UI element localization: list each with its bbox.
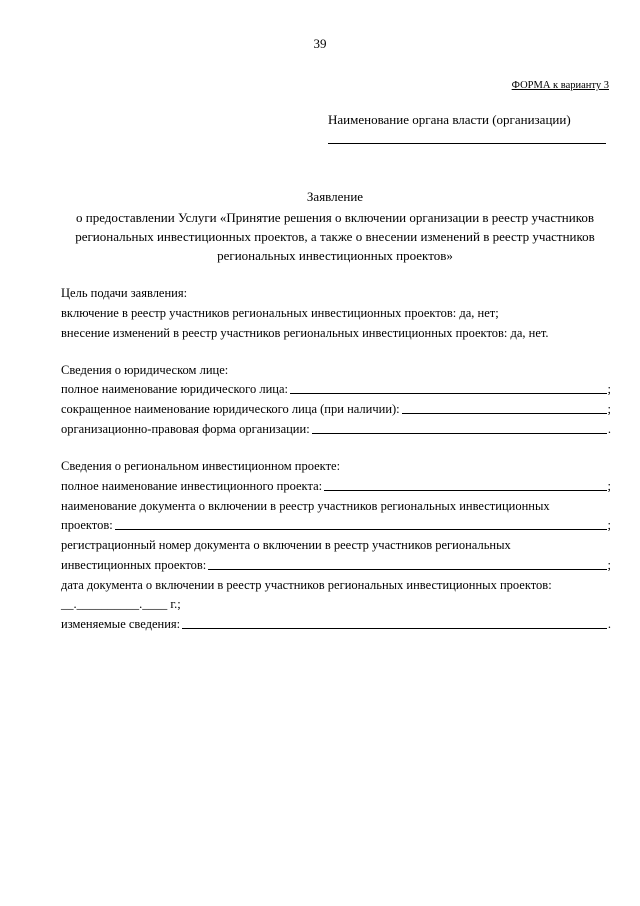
project-full-name-field[interactable] — [324, 490, 606, 491]
legal-entity-short-name-label: сокращенное наименование юридического лица (при наличии): — [61, 402, 400, 416]
legal-entity-short-name-row: сокращенное наименование юридического лица (при наличии): ; — [61, 402, 611, 416]
purpose-heading: Цель подачи заявления: — [61, 286, 188, 300]
legal-form-field[interactable] — [312, 433, 607, 434]
legal-form-row: организационно-правовая форма организации: . — [61, 422, 611, 436]
project-reg-number-row: инвестиционных проектов: ; — [61, 558, 611, 572]
document-subtitle-line-3: региональных инвестиционных проектов» — [217, 248, 453, 263]
purpose-option-inclusion[interactable]: включение в реестр участников региональных инвестиционных проектов: да, нет; — [61, 306, 499, 320]
project-heading: Сведения о региональном инвестиционном проекте: — [61, 459, 341, 473]
project-reg-number-label: регистрационный номер документа о включении в реестр участников региональных — [61, 538, 511, 552]
project-full-name-label: полное наименование инвестиционного проекта: — [61, 479, 323, 493]
legal-entity-full-name-field[interactable] — [290, 393, 607, 394]
changed-info-row: изменяемые сведения: . — [61, 617, 611, 631]
project-full-name-row: полное наименование инвестиционного проекта: ; — [61, 479, 611, 493]
authority-name-label: Наименование органа власти (организации) — [328, 112, 571, 127]
purpose-option-changes[interactable]: внесение изменений в реестр участников региональных инвестиционных проектов: да, нет. — [61, 326, 549, 340]
document-subtitle-line-2: региональных инвестиционных проектов, а также о внесении изменений в реестр участников — [75, 229, 595, 244]
legal-entity-full-name-label: полное наименование юридического лица: — [61, 382, 288, 396]
changed-info-field[interactable] — [182, 628, 607, 629]
project-document-name-row: проектов: ; — [61, 518, 611, 532]
project-reg-number-field[interactable] — [208, 569, 606, 570]
legal-entity-short-name-field[interactable] — [402, 413, 607, 414]
authority-name-field[interactable] — [328, 143, 606, 144]
legal-form-label: организационно-правовая форма организации: — [61, 422, 310, 436]
legal-entity-heading: Сведения о юридическом лице: — [61, 363, 229, 377]
project-document-date-field[interactable]: __.__________.____ г.; — [61, 597, 181, 611]
changed-info-label: изменяемые сведения: — [61, 617, 181, 631]
project-document-name-label: наименование документа о включении в реестр участников региональных инвестиционных — [61, 499, 550, 513]
form-reference: ФОРМА к варианту 3 — [511, 80, 609, 91]
legal-entity-full-name-row: полное наименование юридического лица: ; — [61, 382, 611, 396]
document-subtitle-line-1: о предоставлении Услуги «Принятие решения о включении организации в реестр участников — [75, 210, 594, 225]
document-title: Заявление — [306, 189, 364, 204]
project-document-date-label: дата документа о включении в реестр участников региональных инвестиционных проектов: — [61, 578, 552, 592]
project-document-name-field[interactable] — [115, 529, 607, 530]
page-number: 39 — [313, 36, 327, 51]
